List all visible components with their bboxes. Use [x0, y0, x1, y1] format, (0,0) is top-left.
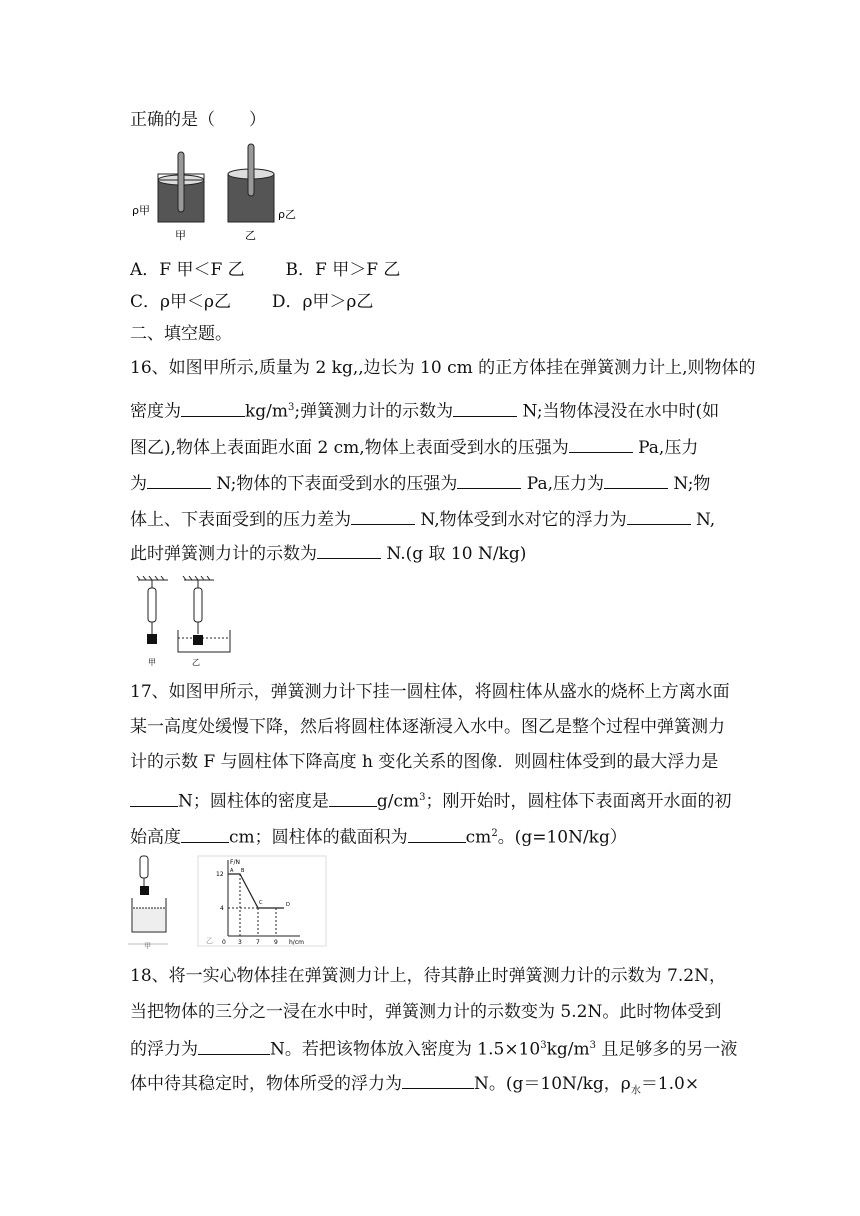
q16-blank-top-force[interactable] [147, 470, 211, 489]
q15-rho-right: ρ乙 [278, 208, 296, 221]
q16-blank-reading[interactable] [453, 398, 517, 417]
q16-line6: 此时弹簧测力计的示数为 N.(g 取 10 N/kg) [130, 540, 526, 566]
q17-graph-point-a: A [230, 868, 234, 874]
q17-graph-x-label: h/cm [289, 939, 304, 946]
q17-graph-xtick-3: 3 [238, 939, 242, 946]
q15-stem-end: 正确的是（ ） [130, 110, 266, 130]
q15-fig-label-right: 乙 [245, 229, 256, 242]
q15-rho-left: ρ甲 [132, 204, 150, 217]
q16-line3: 图乙),物体上表面距水面 2 cm,物体上表面受到水的压强为 Pa,压力 [130, 434, 698, 460]
q18-line1: 18、将一实心物体挂在弹簧测力计上，待其静止时弹簧测力计的示数为 7.2N， [130, 966, 726, 986]
q16-fig-label-right: 乙 [192, 658, 200, 667]
q17-graph-ytick-4: 4 [220, 905, 224, 912]
q17-graph-xtick-7: 7 [256, 939, 260, 946]
q18-line3: 的浮力为 N。若把该物体放入密度为 $1.5\times 10^3kg/m^3$ 且足够多的另一液 [130, 1034, 737, 1062]
q16-figure [136, 576, 236, 668]
q15-options-ab [130, 258, 400, 282]
q17-graph-point-c: C [259, 900, 263, 906]
q17-line2: 某一高度处缓慢下降，然后将圆柱体逐渐浸入水中。图乙是整个过程中弹簧测力 [130, 717, 725, 737]
q16-blank-bottom-force[interactable] [604, 470, 668, 489]
q16-blank-density[interactable] [181, 398, 245, 417]
q17-line1: 17、如图甲所示，弹簧测力计下挂一圆柱体，将圆柱体从盛水的烧杯上方离水面 [130, 682, 730, 702]
q16-line2: 密度为 $kg/m^3$;弹簧测力计的示数为 N;当物体浸没在水中时(如 [130, 396, 719, 424]
q17-graph-xtick-0: 0 [222, 939, 226, 946]
q18-line4: 体中待其稳定时，物体所受的浮力为 N。(g＝10N/kg，$\rho_水=1.0\times$ [130, 1070, 699, 1103]
q17-blank-area[interactable] [408, 824, 466, 843]
q17-graph-xtick-9: 9 [274, 939, 278, 946]
q15-options-cd [130, 290, 373, 314]
q15-option-a: A．F 甲＜F 乙 [130, 260, 245, 280]
q16-blank-final-reading[interactable] [317, 540, 381, 559]
q16-blank-force-diff[interactable] [351, 506, 415, 525]
q17-line4: N；圆柱体的密度是 $g/cm^3$；刚开始时，圆柱体下表面离开水面的初 [130, 786, 732, 814]
q18-line2: 当把物体的三分之一浸在水中时，弹簧测力计的示数变为 5.2N。此时物体受到 [130, 1002, 722, 1022]
q16-line5: 体上、下表面受到的压力差为 N,物体受到水对它的浮力为 N, [130, 506, 715, 532]
q17-graph-y-label: F/N [230, 859, 240, 866]
q17-fig-label-left: 甲 [144, 942, 151, 950]
q17-graph-ytick-12: 12 [216, 871, 224, 878]
q16-fig-label-left: 甲 [148, 658, 156, 667]
q18-blank-buoyancy[interactable] [198, 1036, 270, 1055]
q15-option-c: C．ρ甲＜ρ乙 [130, 292, 231, 312]
q17-figure [128, 852, 328, 952]
q15-figure [132, 142, 302, 242]
q15-option-b: B．F 甲＞F 乙 [285, 260, 401, 280]
q16-line4: 为 N;物体的下表面受到水的压强为 Pa,压力为 N;物 [130, 470, 710, 496]
q17-graph-point-b: B [241, 868, 245, 874]
q17-blank-max-buoyancy[interactable] [130, 788, 178, 807]
q16-line1: 16、如图甲所示,质量为 2 kg,,边长为 10 cm 的正方体挂在弹簧测力计上,则物体的 [130, 358, 756, 378]
q17-blank-density[interactable] [329, 788, 377, 807]
q16-blank-bottom-pressure[interactable] [457, 470, 521, 489]
q16-blank-top-pressure[interactable] [569, 434, 633, 453]
q17-blank-initial-height[interactable] [181, 824, 229, 843]
q18-blank-other-liquid[interactable] [402, 1070, 474, 1089]
q17-fig-label-right: 乙 [206, 937, 213, 945]
q16-blank-buoyancy[interactable] [627, 506, 691, 525]
q15-fig-label-left: 甲 [175, 229, 186, 242]
section-title: 二、填空题。 [130, 324, 232, 344]
q17-line5: 始高度 cm；圆柱体的截面积为 $cm^2$。(g=10N/kg） [130, 822, 627, 850]
q17-graph-point-d: D [286, 902, 290, 908]
q15-option-d: D．ρ甲＞ρ乙 [271, 292, 374, 312]
q17-line3: 计的示数 F 与圆柱体下降高度 h 变化关系的图像．则圆柱体受到的最大浮力是 [130, 752, 719, 772]
